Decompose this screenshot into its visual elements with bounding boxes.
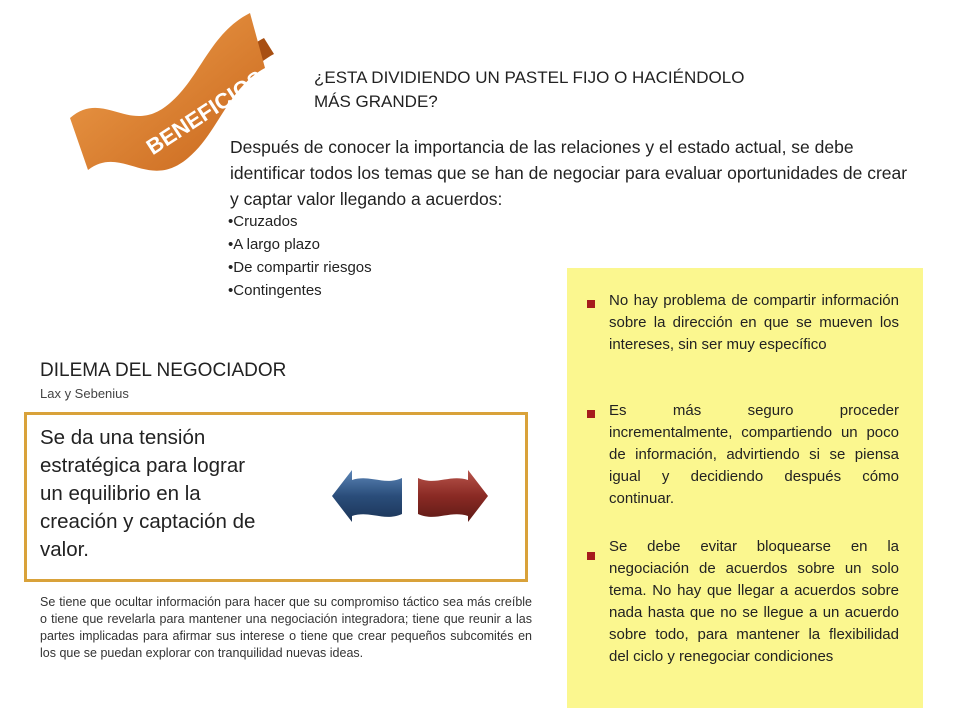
panel-item-3: Se debe evitar bloquearse en la negociación de acuerdos sobre un solo tema. No hay que llegar a acuerdos sobre nada hasta que no se llegue a un acuerdo sobre todo, para mantener la flexibilidad del ciclo y renegociar condiciones (609, 538, 899, 665)
question-line-1: ¿ESTA DIVIDIENDO UN PASTEL FIJO O HACIÉNDOLO (314, 68, 745, 87)
square-bullet-icon (587, 410, 595, 418)
panel-item-2: Es más seguro proceder incrementalmente, compartiendo un poco de información, advirtiendo si se piensa igual y decidiendo después cómo continuar. (609, 402, 899, 507)
opposing-arrows-graphic (330, 464, 490, 528)
banner-label: BENEFICIOS (141, 65, 269, 160)
bullet-item-riesgos: • De compartir riesgos (228, 256, 372, 279)
yellow-panel (567, 268, 923, 708)
dilema-subtitle: Lax y Sebenius (40, 386, 129, 401)
bullet-item-contingentes: • Contingentes (228, 279, 372, 302)
bullet-item-cruzados: • Cruzados (228, 210, 372, 233)
intro-paragraph: Después de conocer la importancia de las relaciones y el estado actual, se debe identificar todos los temas que se han de negociar para evaluar oportunidades de crear y captar valor llegando a acuerdos: (230, 137, 908, 209)
left-arrow-icon (332, 470, 402, 522)
right-arrow-icon (418, 470, 488, 522)
square-bullet-icon (587, 552, 595, 560)
square-bullet-icon (587, 300, 595, 308)
dilema-title: DILEMA DEL NEGOCIADOR (40, 360, 287, 381)
question-line-2: MÁS GRANDE? (314, 92, 438, 111)
bullet-list (228, 210, 372, 302)
bottom-paragraph: Se tiene que ocultar información para hacer que su compromiso táctico sea más creíble o tiene que revelarla para mantener una negociación integradora; tiene que reunir a las partes implicadas para afirmar sus interese o tiene que crear pequeños subcomités en los que se puedan explorar con tranquilidad nuevas ideas. (40, 595, 532, 660)
panel-item-1: No hay problema de compartir información sobre la dirección en que se mueven los intereses, sin ser muy específico (609, 292, 899, 353)
question-heading (314, 66, 874, 114)
bullet-item-largo-plazo: • A largo plazo (228, 233, 372, 256)
tension-text: Se da una tensión estratégica para lograr un equilibrio en la creación y captación de valor. (40, 426, 256, 561)
